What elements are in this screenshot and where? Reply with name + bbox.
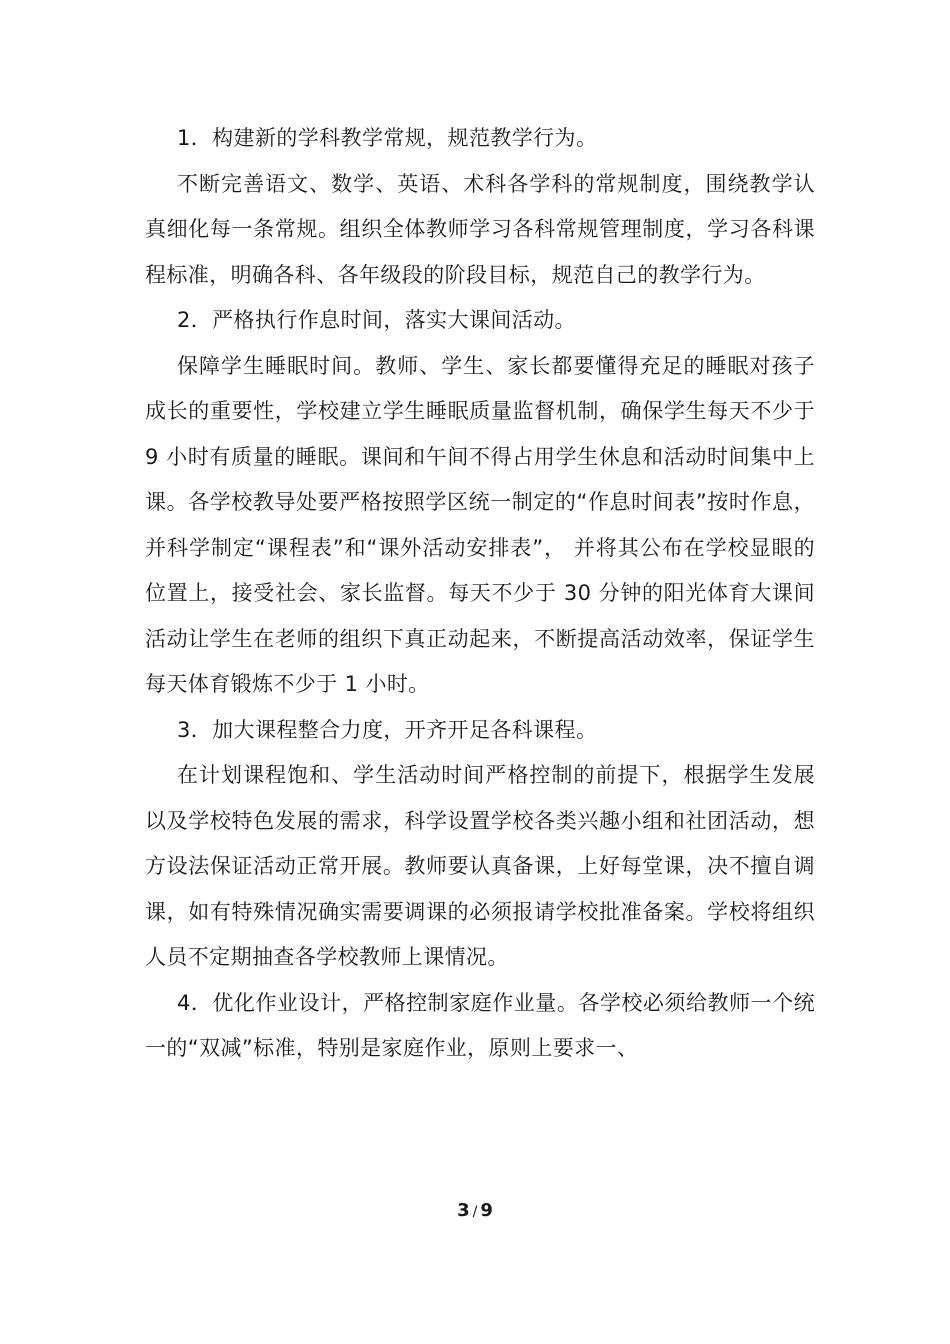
paragraph: 不断完善语文、数学、英语、术科各学科的常规制度，围绕教学认真细化每一条常规。组织全体教师学习各科常规管理制度，学习各科课程标准，明确各科、各年级段的阶段目标，规范自己的教学行为。 — [145, 171, 815, 287]
total-pages-number: 9 — [480, 1200, 493, 1221]
section-heading-4: 4．优化作业设计，严格控制家庭作业量。各学校必须给教师一个统一的“双减”标准，特别是家庭作业，原则上要求一、 — [145, 990, 815, 1060]
paragraph: 保障学生睡眠时间。教师、学生、家长都要懂得充足的睡眠对孩子成长的重要性，学校建立学生睡眠质量监督机制，确保学生每天不少于 9 小时有质量的睡眠。课间和午间不得占用学生休息和活动时间集中上课。各学校教导处要严格按照学区统一制定的“作息时间表”按时作息，并科学制定“课程表”和“课外活动安排表”， 并将其公布在学校显眼的位置上，接受社会、家长监督。每天不少于 30 分钟的阳光体育大课间活动让学生在老师的组织下真正动起来，不断提高活动效率，保证学生每天体育锻炼不少于 1 小时。 — [145, 353, 815, 696]
paragraph: 在计划课程饱和、学生活动时间严格控制的前提下，根据学生发展以及学校特色发展的需求，科学设置学校各类兴趣小组和社团活动，想方设法保证活动正常开展。教师要认真备课，上好每堂课，决不擅自调课，如有特殊情况确实需要调课的必须报请学校批准备案。学校将组织人员不定期抽查各学校教师上课情况。 — [145, 763, 815, 969]
section-heading-2: 2．严格执行作息时间，落实大课间活动。 — [177, 308, 576, 332]
current-page-number: 3 — [457, 1200, 470, 1221]
page-separator: / — [472, 1204, 478, 1220]
page-number — [0, 1200, 950, 1221]
document-body — [145, 116, 815, 1072]
section-heading-3: 3．加大课程整合力度，开齐开足各科课程。 — [177, 717, 598, 742]
section-heading-1: 1．构建新的学科教学常规，规范教学行为。 — [177, 126, 598, 150]
